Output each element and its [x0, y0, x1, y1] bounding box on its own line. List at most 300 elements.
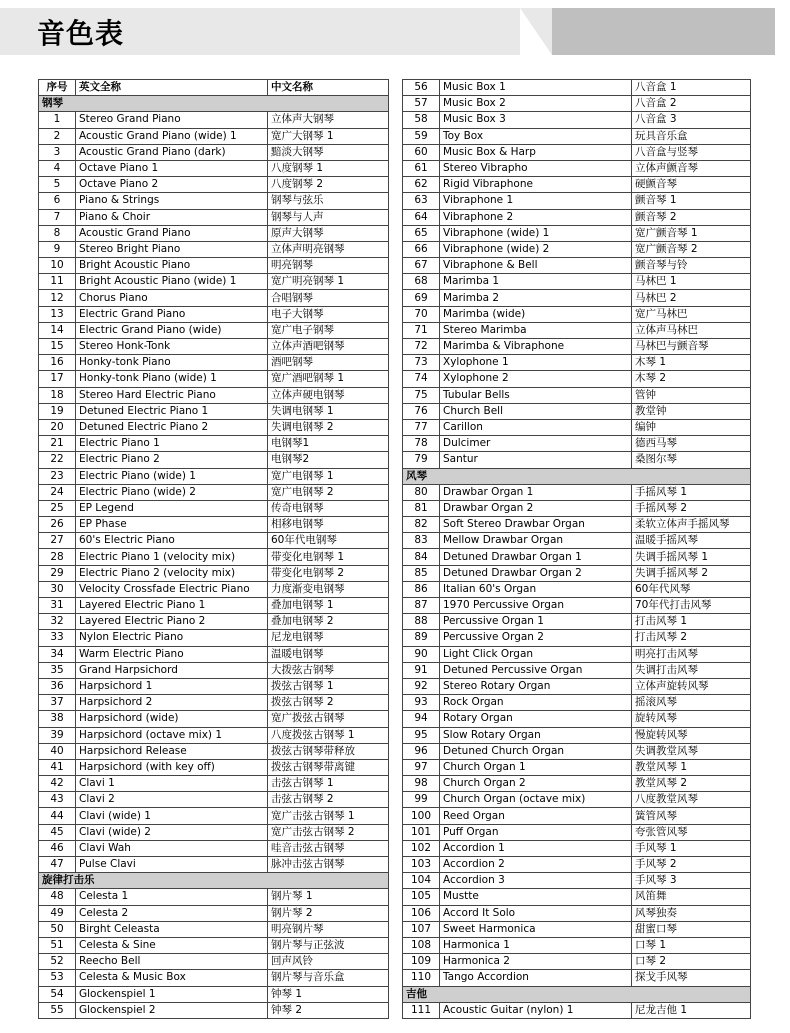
tone-chinese-name: 宽广颤音琴 1: [632, 225, 751, 241]
tone-number: 66: [403, 241, 440, 257]
tone-chinese-name: 教堂风琴 1: [632, 759, 751, 775]
tone-chinese-name: 德西马琴: [632, 436, 751, 452]
tone-chinese-name: 温暖手摇风琴: [632, 533, 751, 549]
tone-english-name: EP Legend: [76, 500, 268, 516]
tone-chinese-name: 钢片琴与正弦波: [268, 937, 389, 953]
tone-english-name: Celesta 1: [76, 889, 268, 905]
table-row: [403, 937, 751, 953]
tone-english-name: Warm Electric Piano: [76, 646, 268, 662]
tone-chinese-name: 马林巴 1: [632, 274, 751, 290]
tone-chinese-name: 木琴 1: [632, 355, 751, 371]
table-row: [403, 808, 751, 824]
tone-chinese-name: 手风琴 1: [632, 840, 751, 856]
tone-chinese-name: 硬颤音琴: [632, 177, 751, 193]
tone-number: 34: [39, 646, 76, 662]
tone-number: 2: [39, 128, 76, 144]
table-row: [403, 581, 751, 597]
table-row: [403, 177, 751, 193]
tone-english-name: Clavi (wide) 2: [76, 824, 268, 840]
tone-number: 103: [403, 857, 440, 873]
tone-number: 5: [39, 177, 76, 193]
tone-english-name: Vibraphone & Bell: [440, 258, 632, 274]
table-row: [403, 614, 751, 630]
tone-english-name: 1970 Percussive Organ: [440, 598, 632, 614]
tone-number: 67: [403, 258, 440, 274]
tone-number: 78: [403, 436, 440, 452]
header-english-name: 英文全称: [76, 80, 268, 96]
tone-number: 64: [403, 209, 440, 225]
tone-chinese-name: 带变化电钢琴 2: [268, 565, 389, 581]
category-label: 旋律打击乐: [39, 873, 389, 889]
table-row: [403, 80, 751, 96]
tone-chinese-name: 回声风铃: [268, 954, 389, 970]
tone-chinese-name: 编钟: [632, 419, 751, 435]
tone-english-name: Tubular Bells: [440, 387, 632, 403]
table-row: [39, 387, 389, 403]
tone-number: 43: [39, 792, 76, 808]
tone-english-name: Stereo Marimba: [440, 322, 632, 338]
header-chinese-name: 中文名称: [268, 80, 389, 96]
tone-number: 4: [39, 160, 76, 176]
tone-english-name: Reed Organ: [440, 808, 632, 824]
tone-english-name: Harpsichord (octave mix) 1: [76, 727, 268, 743]
table-row: [403, 954, 751, 970]
tone-english-name: Mellow Drawbar Organ: [440, 533, 632, 549]
tone-chinese-name: 失调电钢琴 2: [268, 419, 389, 435]
tone-english-name: Drawbar Organ 2: [440, 500, 632, 516]
table-row: [403, 193, 751, 209]
tone-chinese-name: 60年代风琴: [632, 581, 751, 597]
tone-number: 82: [403, 517, 440, 533]
tone-english-name: Detuned Drawbar Organ 1: [440, 549, 632, 565]
tone-english-name: Vibraphone (wide) 1: [440, 225, 632, 241]
tone-chinese-name: 立体声明亮钢琴: [268, 241, 389, 257]
tone-number: 88: [403, 614, 440, 630]
tone-english-name: Glockenspiel 2: [76, 1002, 268, 1018]
tone-number: 65: [403, 225, 440, 241]
tone-number: 51: [39, 937, 76, 953]
tone-chinese-name: 宽广大钢琴 1: [268, 128, 389, 144]
tone-number: 57: [403, 96, 440, 112]
table-row: [39, 371, 389, 387]
tone-english-name: Bright Acoustic Piano: [76, 258, 268, 274]
tone-english-name: Marimba & Vibraphone: [440, 339, 632, 355]
tone-english-name: Harpsichord (wide): [76, 711, 268, 727]
tone-number: 30: [39, 581, 76, 597]
table-row: [403, 824, 751, 840]
tone-number: 69: [403, 290, 440, 306]
tone-number: 89: [403, 630, 440, 646]
table-row: [39, 565, 389, 581]
tone-chinese-name: 柔软立体声手摇风琴: [632, 517, 751, 533]
tone-number: 26: [39, 517, 76, 533]
table-row: [403, 695, 751, 711]
tone-number: 44: [39, 808, 76, 824]
tone-chinese-name: 60年代电钢琴: [268, 533, 389, 549]
table-row: [39, 857, 389, 873]
tone-english-name: Harpsichord Release: [76, 743, 268, 759]
tone-chinese-name: 八度钢琴 2: [268, 177, 389, 193]
tone-chinese-name: 教堂钟: [632, 403, 751, 419]
tone-number: 53: [39, 970, 76, 986]
tone-chinese-name: 传奇电钢琴: [268, 500, 389, 516]
table-row: [39, 290, 389, 306]
table-row: [39, 258, 389, 274]
table-row: [403, 436, 751, 452]
tone-english-name: Celesta & Sine: [76, 937, 268, 953]
tone-number: 20: [39, 419, 76, 435]
category-label: 吉他: [403, 986, 751, 1002]
tone-english-name: Electric Piano 1: [76, 436, 268, 452]
tone-chinese-name: 明亮钢琴: [268, 258, 389, 274]
tone-chinese-name: 钢片琴 1: [268, 889, 389, 905]
tone-chinese-name: 教堂风琴 2: [632, 776, 751, 792]
tone-english-name: Acoustic Grand Piano (wide) 1: [76, 128, 268, 144]
tone-number: 99: [403, 792, 440, 808]
tone-english-name: Electric Piano 2: [76, 452, 268, 468]
tone-chinese-name: 带变化电钢琴 1: [268, 549, 389, 565]
table-row: [39, 986, 389, 1002]
table-row: [39, 160, 389, 176]
tone-english-name: Marimba (wide): [440, 306, 632, 322]
table-row: [39, 678, 389, 694]
tone-chinese-name: 宽广酒吧钢琴 1: [268, 371, 389, 387]
tone-number: 100: [403, 808, 440, 824]
tone-english-name: Vibraphone 2: [440, 209, 632, 225]
tone-chinese-name: 八音盒 3: [632, 112, 751, 128]
tone-english-name: Harmonica 1: [440, 937, 632, 953]
tone-chinese-name: 手风琴 2: [632, 857, 751, 873]
tone-english-name: Grand Harpsichord: [76, 662, 268, 678]
tone-chinese-name: 大拨弦古钢琴: [268, 662, 389, 678]
tone-english-name: Accordion 1: [440, 840, 632, 856]
table-row: [39, 662, 389, 678]
tone-number: 33: [39, 630, 76, 646]
tone-chinese-name: 失调手摇风琴 2: [632, 565, 751, 581]
table-row: [403, 1002, 751, 1018]
table-row: [39, 630, 389, 646]
tone-chinese-name: 温暖电钢琴: [268, 646, 389, 662]
tone-number: 7: [39, 209, 76, 225]
table-row: [39, 581, 389, 597]
tone-chinese-name: 力度渐变电钢琴: [268, 581, 389, 597]
tone-number: 41: [39, 759, 76, 775]
title-banner-accent: [552, 8, 775, 55]
tone-english-name: Stereo Grand Piano: [76, 112, 268, 128]
tone-english-name: Italian 60's Organ: [440, 581, 632, 597]
tone-number: 8: [39, 225, 76, 241]
tone-number: 58: [403, 112, 440, 128]
table-row: [403, 274, 751, 290]
tone-chinese-name: 宽广拨弦古钢琴: [268, 711, 389, 727]
tone-number: 72: [403, 339, 440, 355]
tone-chinese-name: 原声大钢琴: [268, 225, 389, 241]
table-row: [39, 954, 389, 970]
tone-english-name: Electric Grand Piano (wide): [76, 322, 268, 338]
tone-chinese-name: 八度教堂风琴: [632, 792, 751, 808]
tone-english-name: Glockenspiel 1: [76, 986, 268, 1002]
table-row: [39, 355, 389, 371]
tone-number: 106: [403, 905, 440, 921]
table-row: [403, 792, 751, 808]
tone-english-name: Detuned Church Organ: [440, 743, 632, 759]
tone-chinese-name: 玩具音乐盒: [632, 128, 751, 144]
table-row: [39, 840, 389, 856]
table-row: [403, 662, 751, 678]
tone-chinese-name: 宽广颤音琴 2: [632, 241, 751, 257]
table-row: [403, 921, 751, 937]
tone-number: 93: [403, 695, 440, 711]
tone-number: 42: [39, 776, 76, 792]
tone-chinese-name: 簧管风琴: [632, 808, 751, 824]
tone-chinese-name: 口琴 1: [632, 937, 751, 953]
tone-english-name: Birght Celeasta: [76, 921, 268, 937]
tone-english-name: Bright Acoustic Piano (wide) 1: [76, 274, 268, 290]
tone-number: 84: [403, 549, 440, 565]
table-row: [403, 128, 751, 144]
table-row: [39, 517, 389, 533]
table-row: [403, 144, 751, 160]
tone-english-name: Puff Organ: [440, 824, 632, 840]
tone-english-name: Octave Piano 2: [76, 177, 268, 193]
tone-number: 27: [39, 533, 76, 549]
tone-chinese-name: 桑图尔琴: [632, 452, 751, 468]
table-row: [39, 743, 389, 759]
tone-number: 104: [403, 873, 440, 889]
tone-chinese-name: 口琴 2: [632, 954, 751, 970]
table-row: [403, 889, 751, 905]
tone-number: 32: [39, 614, 76, 630]
tone-number: 86: [403, 581, 440, 597]
tone-english-name: Electric Piano 2 (velocity mix): [76, 565, 268, 581]
tone-number: 14: [39, 322, 76, 338]
tone-number: 11: [39, 274, 76, 290]
page-title: 音色表: [37, 17, 125, 50]
tone-number: 56: [403, 80, 440, 96]
table-row: [39, 209, 389, 225]
tone-number: 108: [403, 937, 440, 953]
tone-chinese-name: 失调教堂风琴: [632, 743, 751, 759]
tone-english-name: Electric Grand Piano: [76, 306, 268, 322]
tone-table-left: [38, 79, 389, 1019]
tone-number: 38: [39, 711, 76, 727]
table-row: [403, 419, 751, 435]
tone-english-name: Clavi (wide) 1: [76, 808, 268, 824]
table-row: [403, 533, 751, 549]
tone-number: 90: [403, 646, 440, 662]
table-row: [39, 921, 389, 937]
table-row: [403, 565, 751, 581]
table-row: [39, 614, 389, 630]
table-row: [39, 711, 389, 727]
table-row: [39, 306, 389, 322]
table-row: [39, 533, 389, 549]
tone-english-name: Harpsichord 1: [76, 678, 268, 694]
tone-chinese-name: 摇滚风琴: [632, 695, 751, 711]
tone-english-name: Chorus Piano: [76, 290, 268, 306]
tone-chinese-name: 拨弦古钢琴带释放: [268, 743, 389, 759]
table-row: [39, 549, 389, 565]
tone-chinese-name: 钟琴 1: [268, 986, 389, 1002]
tone-chinese-name: 宽广电钢琴 2: [268, 484, 389, 500]
tone-chinese-name: 立体声酒吧钢琴: [268, 339, 389, 355]
table-row: [39, 792, 389, 808]
tone-chinese-name: 宽广电子钢琴: [268, 322, 389, 338]
table-row: [39, 339, 389, 355]
table-row: [39, 193, 389, 209]
table-row: [39, 128, 389, 144]
tone-english-name: Music Box 3: [440, 112, 632, 128]
tone-chinese-name: 管钟: [632, 387, 751, 403]
tone-chinese-name: 八度钢琴 1: [268, 160, 389, 176]
table-row: [39, 970, 389, 986]
tone-number: 23: [39, 468, 76, 484]
tone-english-name: Celesta 2: [76, 905, 268, 921]
tone-english-name: Nylon Electric Piano: [76, 630, 268, 646]
tone-number: 54: [39, 986, 76, 1002]
tone-number: 107: [403, 921, 440, 937]
table-row: [39, 727, 389, 743]
table-row: [403, 630, 751, 646]
table-row: [39, 598, 389, 614]
tone-chinese-name: 立体声旋转风琴: [632, 678, 751, 694]
tone-number: 74: [403, 371, 440, 387]
tone-english-name: Honky-tonk Piano (wide) 1: [76, 371, 268, 387]
table-row: [39, 225, 389, 241]
tone-number: 98: [403, 776, 440, 792]
tone-english-name: Church Bell: [440, 403, 632, 419]
table-row: [403, 905, 751, 921]
tone-english-name: Dulcimer: [440, 436, 632, 452]
table-row: [403, 371, 751, 387]
tone-number: 95: [403, 727, 440, 743]
table-row: [403, 403, 751, 419]
tone-number: 63: [403, 193, 440, 209]
tone-english-name: Pulse Clavi: [76, 857, 268, 873]
table-row: [403, 306, 751, 322]
tone-chinese-name: 探戈手风琴: [632, 970, 751, 986]
tone-number: 3: [39, 144, 76, 160]
tone-chinese-name: 明亮打击风琴: [632, 646, 751, 662]
tone-chinese-name: 失调手摇风琴 1: [632, 549, 751, 565]
table-row: [403, 678, 751, 694]
tone-english-name: Sweet Harmonica: [440, 921, 632, 937]
tone-number: 94: [403, 711, 440, 727]
tone-number: 73: [403, 355, 440, 371]
tone-english-name: Harpsichord 2: [76, 695, 268, 711]
table-row: [403, 258, 751, 274]
table-row: [403, 112, 751, 128]
tone-english-name: Xylophone 1: [440, 355, 632, 371]
tone-chinese-name: 颤音琴 2: [632, 209, 751, 225]
table-row: [403, 500, 751, 516]
tone-english-name: Honky-tonk Piano: [76, 355, 268, 371]
tone-chinese-name: 合唱钢琴: [268, 290, 389, 306]
tone-number: 111: [403, 1002, 440, 1018]
tone-english-name: EP Phase: [76, 517, 268, 533]
tone-number: 35: [39, 662, 76, 678]
tone-number: 76: [403, 403, 440, 419]
table-row: [403, 209, 751, 225]
tone-chinese-name: 手风琴 3: [632, 873, 751, 889]
tone-chinese-name: 拨弦古钢琴带离键: [268, 759, 389, 775]
table-row: [403, 290, 751, 306]
tone-chinese-name: 叠加电钢琴 2: [268, 614, 389, 630]
table-row: [403, 711, 751, 727]
tone-number: 77: [403, 419, 440, 435]
tone-english-name: Carillon: [440, 419, 632, 435]
table-row: [403, 339, 751, 355]
tone-chinese-name: 拨弦古钢琴 2: [268, 695, 389, 711]
tone-number: 75: [403, 387, 440, 403]
tone-chinese-name: 钢片琴 2: [268, 905, 389, 921]
tone-english-name: Music Box 1: [440, 80, 632, 96]
tone-english-name: Xylophone 2: [440, 371, 632, 387]
tone-english-name: Acoustic Guitar (nylon) 1: [440, 1002, 632, 1018]
tone-number: 31: [39, 598, 76, 614]
tone-table-right: [402, 79, 751, 1019]
tone-number: 55: [39, 1002, 76, 1018]
table-row: [403, 598, 751, 614]
tone-number: 61: [403, 160, 440, 176]
tone-number: 102: [403, 840, 440, 856]
tone-english-name: Stereo Vibrapho: [440, 160, 632, 176]
tone-number: 10: [39, 258, 76, 274]
table-row: [403, 776, 751, 792]
category-row: [39, 873, 389, 889]
table-row: [39, 436, 389, 452]
tone-chinese-name: 钢琴与弦乐: [268, 193, 389, 209]
category-label: 风琴: [403, 468, 751, 484]
table-row: [403, 857, 751, 873]
tone-english-name: Church Organ 2: [440, 776, 632, 792]
tone-english-name: Music Box 2: [440, 96, 632, 112]
tone-number: 105: [403, 889, 440, 905]
tone-chinese-name: 宽广马林巴: [632, 306, 751, 322]
tone-english-name: Harmonica 2: [440, 954, 632, 970]
table-row: [403, 759, 751, 775]
table-row: [39, 322, 389, 338]
tone-english-name: Church Organ (octave mix): [440, 792, 632, 808]
table-row: [403, 743, 751, 759]
tone-chinese-name: 立体声大钢琴: [268, 112, 389, 128]
tone-english-name: Vibraphone (wide) 2: [440, 241, 632, 257]
tone-chinese-name: 70年代打击风琴: [632, 598, 751, 614]
tone-chinese-name: 叠加电钢琴 1: [268, 598, 389, 614]
tone-english-name: Velocity Crossfade Electric Piano: [76, 581, 268, 597]
table-row: [39, 274, 389, 290]
tone-number: 1: [39, 112, 76, 128]
tone-chinese-name: 击弦古钢琴 1: [268, 776, 389, 792]
tone-english-name: Percussive Organ 1: [440, 614, 632, 630]
category-label: 钢琴: [39, 96, 389, 112]
table-header-row: [39, 80, 389, 96]
tone-english-name: Detuned Electric Piano 2: [76, 419, 268, 435]
tone-chinese-name: 尼龙电钢琴: [268, 630, 389, 646]
tone-number: 59: [403, 128, 440, 144]
tone-english-name: 60's Electric Piano: [76, 533, 268, 549]
tone-chinese-name: 夸张管风琴: [632, 824, 751, 840]
tone-english-name: Church Organ 1: [440, 759, 632, 775]
tone-number: 24: [39, 484, 76, 500]
category-row: [39, 96, 389, 112]
tone-number: 62: [403, 177, 440, 193]
table-row: [39, 403, 389, 419]
table-row: [39, 695, 389, 711]
tone-chinese-name: 钢琴与人声: [268, 209, 389, 225]
tone-english-name: Rotary Organ: [440, 711, 632, 727]
tone-number: 47: [39, 857, 76, 873]
